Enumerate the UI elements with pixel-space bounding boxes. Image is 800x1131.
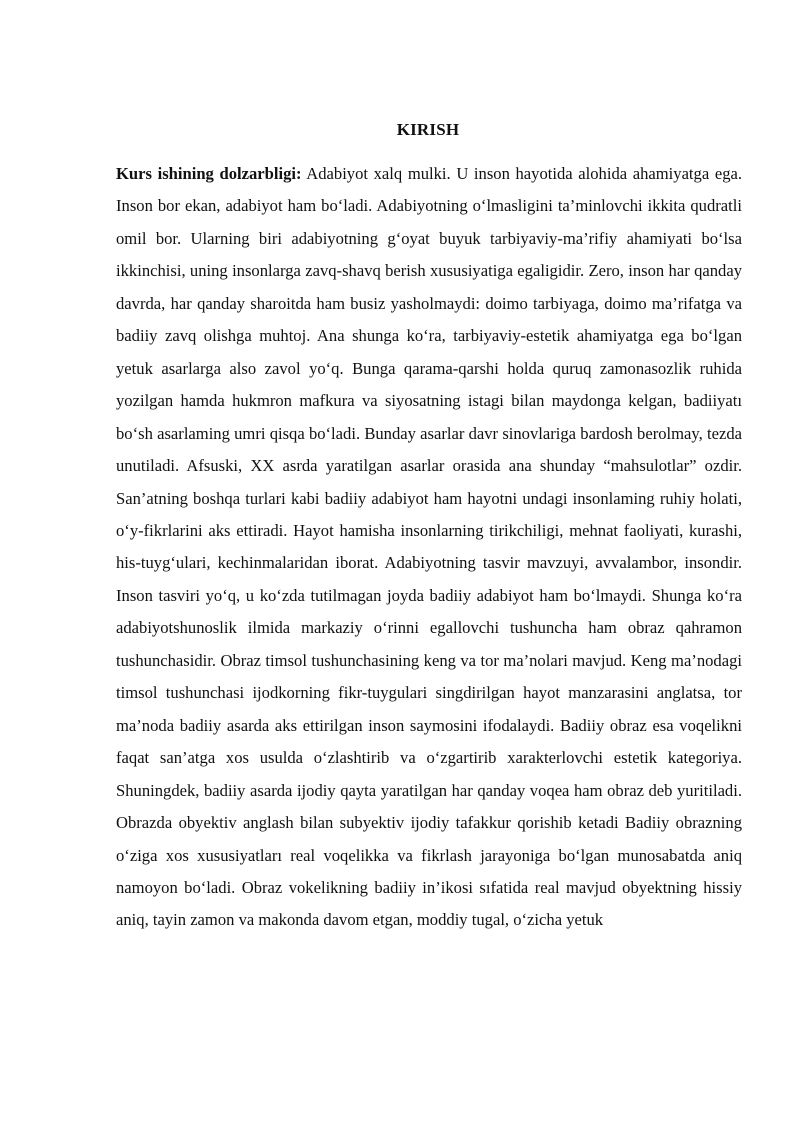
body-paragraph (116, 158, 742, 937)
page-title: KIRISH (396, 120, 460, 139)
paragraph-text: Adabiyot xalq mulki. U inson hayotida alohida ahamiyatga ega. Inson bor ekan, adabiyot ham bo‘ladi. Adabiyotning o‘lmasligini ta’minlovchi ikkita qudratli omil bor. Ularning biri adabiyotning g‘oyat buyuk tarbiyaviy-ma’rifiy ahamiyati bo‘lsa ikkinchisi, uning insonlarga zavq-shavq berish xususiyatiga egaligidir. Zero, inson har qanday davrda, har qanday sharoitda ham busiz yasholmaydi: doimo tarbiyaga, doimo ma’rifatga va badiiy zavq olishga muhtoj. Ana shunga ko‘ra, tarbiyaviy-estetik ahamiyatga ega bo‘lgan yetuk asarlarga also zavol yo‘q. Bunga qarama-qarshi holda quruq zamonasozlik ruhida yozilgan hamda hukmron mafkura va siyosatning istagi bilan maydonga kelgan, badiiyatı bo‘sh asarlaming umri qisqa bo‘ladi. Bunday asarlar davr sinovlariga bardosh berolmay, tezda unutiladi. Afsuski, XX asrda yaratilgan asarlar orasida ana shunday “mahsulotlar” ozdir. San’atning boshqa turlari kabi badiiy adabiyot ham hayotni undagi insonlaming ruhiy holati, o‘y-fikrlarini aks ettiradi. Hayot hamisha insonlarning tirikchiligi, mehnat faoliyati, kurashi, his-tuyg‘ulari, kechinmalaridan iborat. Adabiyotning tasvir mavzuyi, avvalambor, insondir. Inson tasviri yo‘q, u ko‘zda tutilmagan joyda badiiy adabiyot ham bo‘lmaydi. Shunga ko‘ra adabiyotshunoslik ilmida markaziy o‘rinni egallovchi tushuncha ham obraz qahramon tushunchasidir. Obraz timsol tushunchasining keng va tor ma’nolari mavjud. Keng ma’nodagi timsol tushunchasi ijodkorning fikr-tuygulari singdirilgan hayot manzarasini anglatsa, tor ma’noda badiiy asarda aks ettirilgan inson saymosini ifodalaydi. Badiiy obraz esa voqelikni faqat san’atga xos usulda o‘zlashtirib va o‘zgartirib xarakterlovchi estetik kategoriya. Shuningdek, badiiy asarda ijodiy qayta yaratilgan har qanday voqea ham obraz deb yuritiladi. Obrazda obyektiv anglash bilan subyektiv ijodiy tafakkur qorishib ketadi Badiiy obrazning o‘ziga xos xususiyatları real voqelikka va fikrlash jarayoniga bo‘lgan munosabatda aniq namoyon bo‘ladi. Obraz vokelikning badiiy in’ikosi sıfatida real mavjud obyektning hissiy aniq, tayin zamon va makonda davom etgan, moddiy tugal, o‘zicha yetuk (116, 164, 743, 930)
lead-heading: Kurs ishining dolzarbligi: (116, 164, 302, 183)
